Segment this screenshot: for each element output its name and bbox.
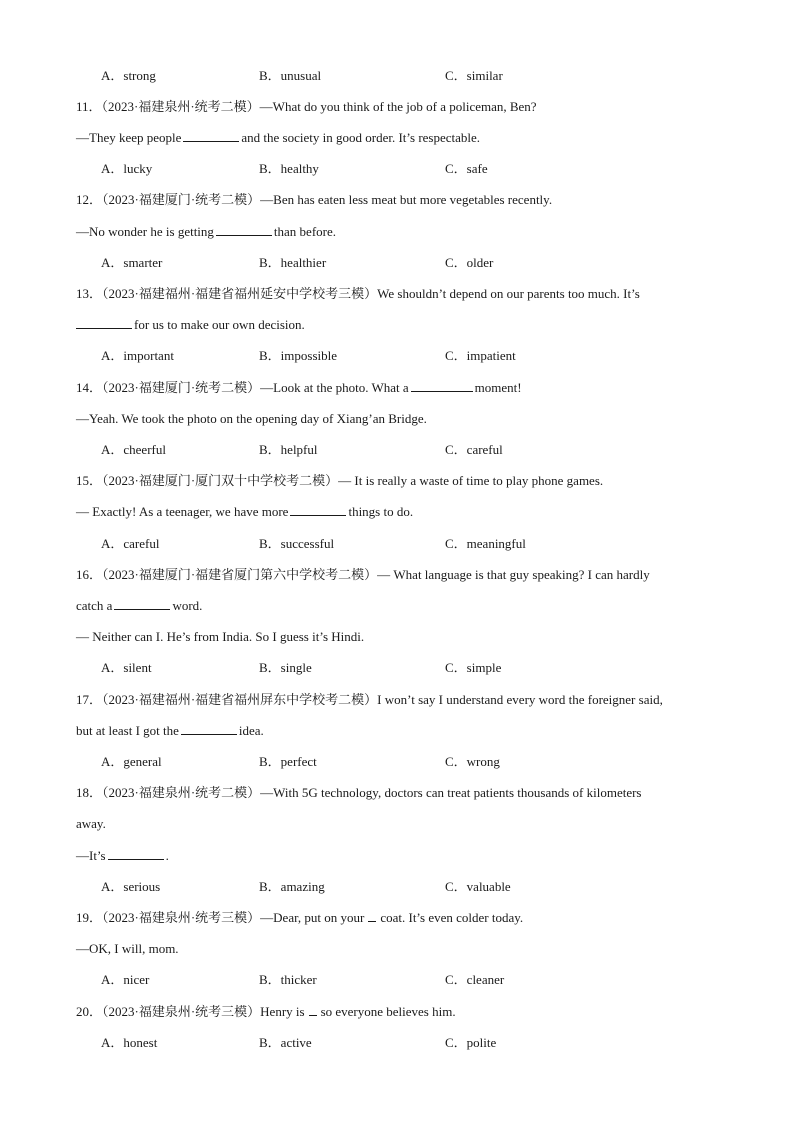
option-c[interactable]: C．older — [445, 255, 494, 270]
q16-line2: catch a word. — [76, 598, 203, 613]
option-a[interactable]: A．careful — [101, 536, 160, 551]
option-b[interactable]: B．successful — [259, 536, 335, 551]
option-b[interactable]: B．helpful — [259, 442, 318, 457]
option-a[interactable]: A．silent — [101, 660, 152, 675]
option-c[interactable]: C．polite — [445, 1035, 497, 1050]
q20-stem: 20．（2023·福建泉州·统考三模）Henry is so everyone believes him. — [76, 1004, 456, 1019]
q17-options — [0, 753, 794, 771]
q15-stem: 15．（2023·福建厦门·厦门双十中学校考二模）— It is really a waste of time to play phone games. — [76, 473, 604, 488]
option-b[interactable]: B．impossible — [259, 348, 338, 363]
q19-stem: 19．（2023·福建泉州·统考三模）—Dear, put on your coat. It’s even colder today. — [76, 910, 524, 925]
answer-blank[interactable] — [309, 1003, 317, 1016]
q12-stem: 12．（2023·福建厦门·统考二模）—Ben has eaten less meat but more vegetables recently. — [76, 192, 553, 207]
option-a[interactable]: A．serious — [101, 879, 161, 894]
answer-blank[interactable] — [76, 316, 132, 329]
q14-stem: 14．（2023·福建厦门·统考二模）—Look at the photo. What a moment! — [76, 380, 522, 395]
option-a[interactable]: A．important — [101, 348, 174, 363]
answer-blank[interactable] — [114, 597, 170, 610]
q14-options — [0, 441, 794, 459]
option-c[interactable]: C．careful — [445, 442, 503, 457]
q13-stem: 13．（2023·福建福州·福建省福州延安中学校考三模）We shouldn’t depend on our parents too much. It’s — [76, 286, 640, 301]
q13-line2: for us to make our own decision. — [76, 316, 754, 334]
option-b[interactable]: B．active — [259, 1035, 312, 1050]
q19-line2: —OK, I will, mom. — [76, 941, 179, 956]
answer-blank[interactable] — [290, 503, 346, 516]
option-c[interactable]: C．simple — [445, 660, 502, 675]
option-a[interactable]: A．general — [101, 754, 162, 769]
option-b[interactable]: B．amazing — [259, 879, 325, 894]
option-a[interactable]: A．cheerful — [101, 442, 166, 457]
q12-line2: —No wonder he is getting than before. — [76, 224, 337, 239]
q17-stem: 17．（2023·福建福州·福建省福州屏东中学校考二模）I won’t say I understand every word the foreigner said, — [76, 692, 663, 707]
q14-line2: —Yeah. We took the photo on the opening day of Xiang’an Bridge. — [76, 411, 427, 426]
q11-stem: 11．（2023·福建泉州·统考二模）—What do you think of the job of a policeman, Ben? — [76, 99, 537, 114]
q15-line2: — Exactly! As a teenager, we have more things to do. — [76, 504, 414, 519]
option-c[interactable]: C．meaningful — [445, 536, 526, 551]
answer-blank[interactable] — [368, 909, 376, 922]
answer-blank[interactable] — [216, 223, 272, 236]
q10-options — [0, 67, 794, 85]
answer-blank[interactable] — [183, 129, 239, 142]
option-a[interactable]: A．strong — [101, 68, 156, 83]
option-a[interactable]: A．nicer — [101, 972, 150, 987]
option-c[interactable]: C．impatient — [445, 348, 516, 363]
option-b[interactable]: B．healthier — [259, 255, 327, 270]
option-b[interactable]: B．unusual — [259, 68, 322, 83]
q18-line2: away. — [76, 816, 106, 831]
option-a[interactable]: A．honest — [101, 1035, 158, 1050]
q18-options — [0, 878, 794, 896]
q17-line2: but at least I got the idea. — [76, 723, 264, 738]
q16-line3: — Neither can I. He’s from India. So I guess it’s Hindi. — [76, 629, 365, 644]
q12-options — [0, 254, 794, 272]
q11-line2: —They keep people and the society in good order. It’s respectable. — [76, 130, 481, 145]
answer-blank[interactable] — [108, 847, 164, 860]
option-a[interactable]: A．lucky — [101, 161, 153, 176]
option-c[interactable]: C．wrong — [445, 754, 500, 769]
q20-options — [0, 1034, 794, 1052]
q13-options — [0, 347, 794, 365]
option-c[interactable]: C．safe — [445, 161, 488, 176]
answer-blank[interactable] — [411, 379, 473, 392]
option-b[interactable]: B．single — [259, 660, 312, 675]
q15-options — [0, 535, 794, 553]
q11-options — [0, 160, 794, 178]
option-c[interactable]: C．valuable — [445, 879, 511, 894]
q18-stem: 18．（2023·福建泉州·统考二模）—With 5G technology, doctors can treat patients thousands of kilometers — [76, 785, 642, 800]
option-c[interactable]: C．cleaner — [445, 972, 505, 987]
option-c[interactable]: C．similar — [445, 68, 503, 83]
q18-line3: —It’s . — [76, 848, 169, 863]
q16-stem: 16．（2023·福建厦门·福建省厦门第六中学校考二模）— What language is that guy speaking? I can hardly — [76, 567, 650, 582]
option-a[interactable]: A．smarter — [101, 255, 163, 270]
q19-options — [0, 971, 794, 989]
q16-options — [0, 659, 794, 677]
option-b[interactable]: B．perfect — [259, 754, 317, 769]
option-b[interactable]: B．healthy — [259, 161, 319, 176]
answer-blank[interactable] — [181, 722, 237, 735]
option-b[interactable]: B．thicker — [259, 972, 317, 987]
